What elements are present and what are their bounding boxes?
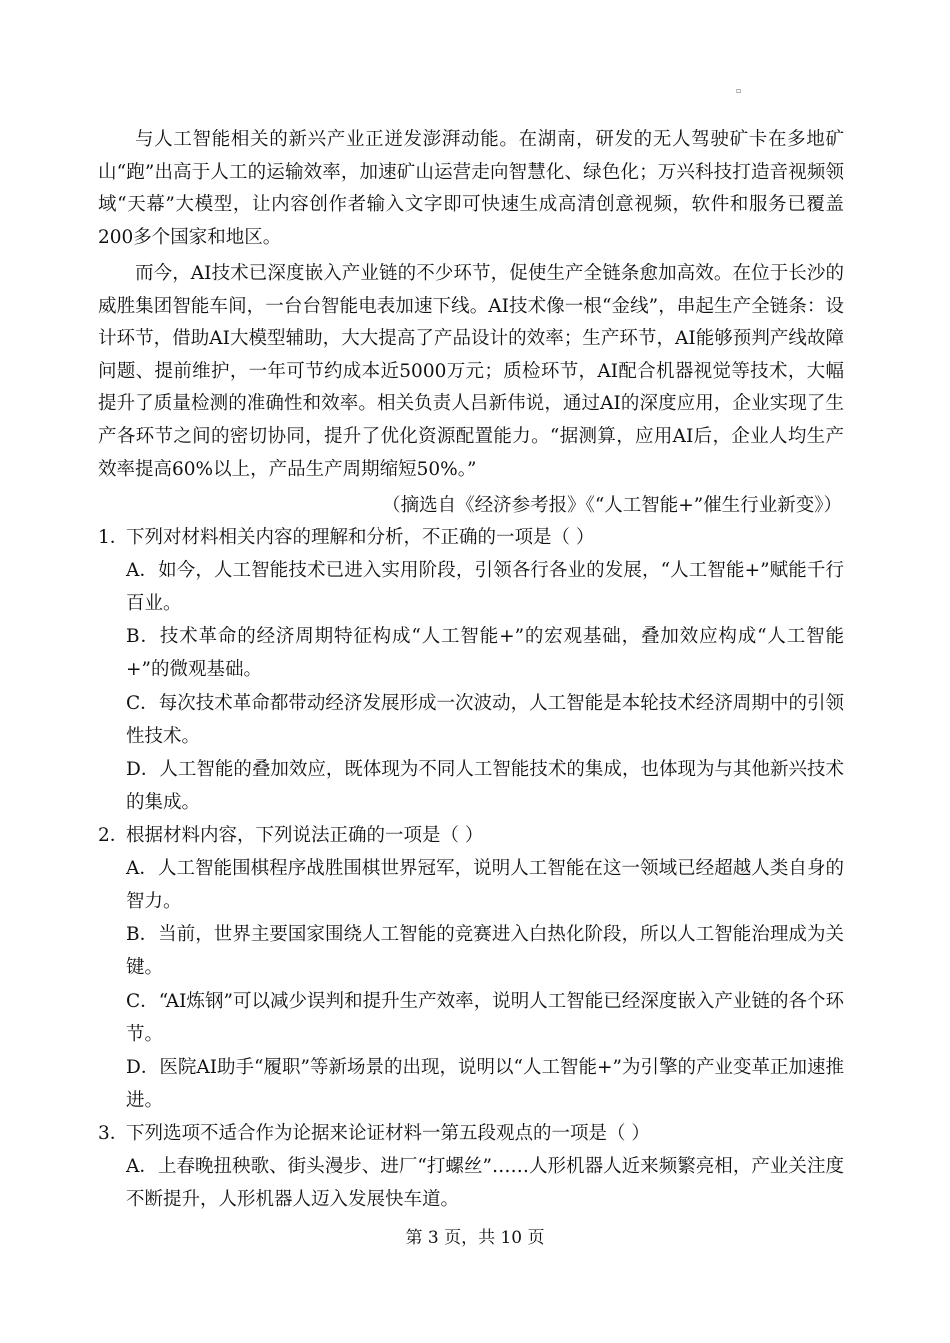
scan-mark: ▫ [736,86,742,95]
question-1-option-b [126,621,844,686]
option-text: 当前，世界主要国家围绕人工智能的竞赛进入白热化阶段，所以人工智能治理成为关键。 [126,924,844,978]
question-stem: 下列选项不适合作为论据来论证材料一第五段观点的一项是（ ） [126,1123,650,1144]
option-text: 每次技术革命都带动经济发展形成一次波动，人工智能是本轮技术经济周期中的引领性技术。 [126,693,844,747]
question-2-option-c [126,986,844,1051]
option-letter: C． [126,991,159,1012]
option-text: 技术革命的经济周期特征构成“人工智能+”的宏观基础，叠加效应构成“人工智能+”的微观基础。 [126,626,844,680]
question-2-option-d [126,1052,844,1117]
question-1 [98,522,844,555]
option-text: 如今，人工智能技术已进入实用阶段，引领各行各业的发展，“人工智能+”赋能千行百业。 [126,560,844,614]
option-letter: D． [126,759,160,780]
question-number: 2． [98,825,129,846]
question-number: 1． [98,527,129,548]
paragraph-2: 而今，AI技术已深度嵌入产业链的不少环节，促使生产全链条愈加高效。在位于长沙的威胜集团智能车间，一台台智能电表加速下线。AI技术像一根“金线”，串起生产全链条：设计环节，借助AI大模型辅助，大大提高了产品设计的效率；生产环节，AI能够预判产线故障问题、提前维护，一年可节约成本近5000万元；质检环节，AI配合机器视觉等技术，大幅提升了质量检测的准确性和效率。相关负责人吕新伟说，通过AI的深度应用，企业实现了生产各环节之间的密切协同，提升了优化资源配置能力。“据测算，应用AI后，企业人均生产效率提高60%以上，产品生产周期缩短50%。” [98,263,844,480]
option-text: 人工智能围棋程序战胜围棋世界冠军，说明人工智能在这一领域已经超越人类自身的智力。 [126,858,844,912]
question-1-option-d [126,754,844,819]
question-2-option-a [126,853,844,918]
option-text: 医院AI助手“履职”等新场景的出现，说明以“人工智能+”为引擎的产业变革正加速推进。 [126,1057,844,1111]
question-1-option-a [126,555,844,620]
question-3 [98,1118,844,1151]
option-text: “AI炼钢”可以减少误判和提升生产效率，说明人工智能已经深度嵌入产业链的各个环节。 [126,991,845,1045]
paragraph-1: 与人工智能相关的新兴产业正迸发澎湃动能。在湖南，研发的无人驾驶矿卡在多地矿山“跑”出高于人工的运输效率，加速矿山运营走向智慧化、绿色化；万兴科技打造音视频领域“天幕”大模型，让内容创作者输入文字即可快速生成高清创意视频，软件和服务已覆盖200多个国家和地区。 [98,129,844,248]
page-footer: 第 3 页，共 10 页 [405,1228,545,1248]
option-text: 上春晚扭秧歌、街头漫步、进厂“打螺丝”……人形机器人近来频繁亮相，产业关注度不断提升，人形机器人迈入发展快车道。 [126,1156,844,1210]
option-text: 人工智能的叠加效应，既体现为不同人工智能技术的集成，也体现为与其他新兴技术的集成。 [126,759,844,813]
option-letter: A． [126,858,158,879]
option-letter: D． [126,1057,160,1078]
option-letter: A． [126,1156,158,1177]
option-letter: B． [126,626,160,647]
option-letter: A． [126,560,159,581]
question-1-option-c [126,688,844,753]
question-2 [98,820,844,853]
source-citation: （摘选自《经济参考报》《“人工智能+”催生行业新变》） [382,495,842,516]
option-letter: C． [126,693,159,714]
question-3-option-a [126,1151,844,1216]
question-stem: 根据材料内容，下列说法正确的一项是（ ） [126,825,484,846]
question-2-option-b [126,919,844,984]
option-letter: B． [126,924,159,945]
question-stem: 下列对材料相关内容的理解和分析，不正确的一项是（ ） [126,527,595,548]
question-number: 3． [98,1123,129,1144]
